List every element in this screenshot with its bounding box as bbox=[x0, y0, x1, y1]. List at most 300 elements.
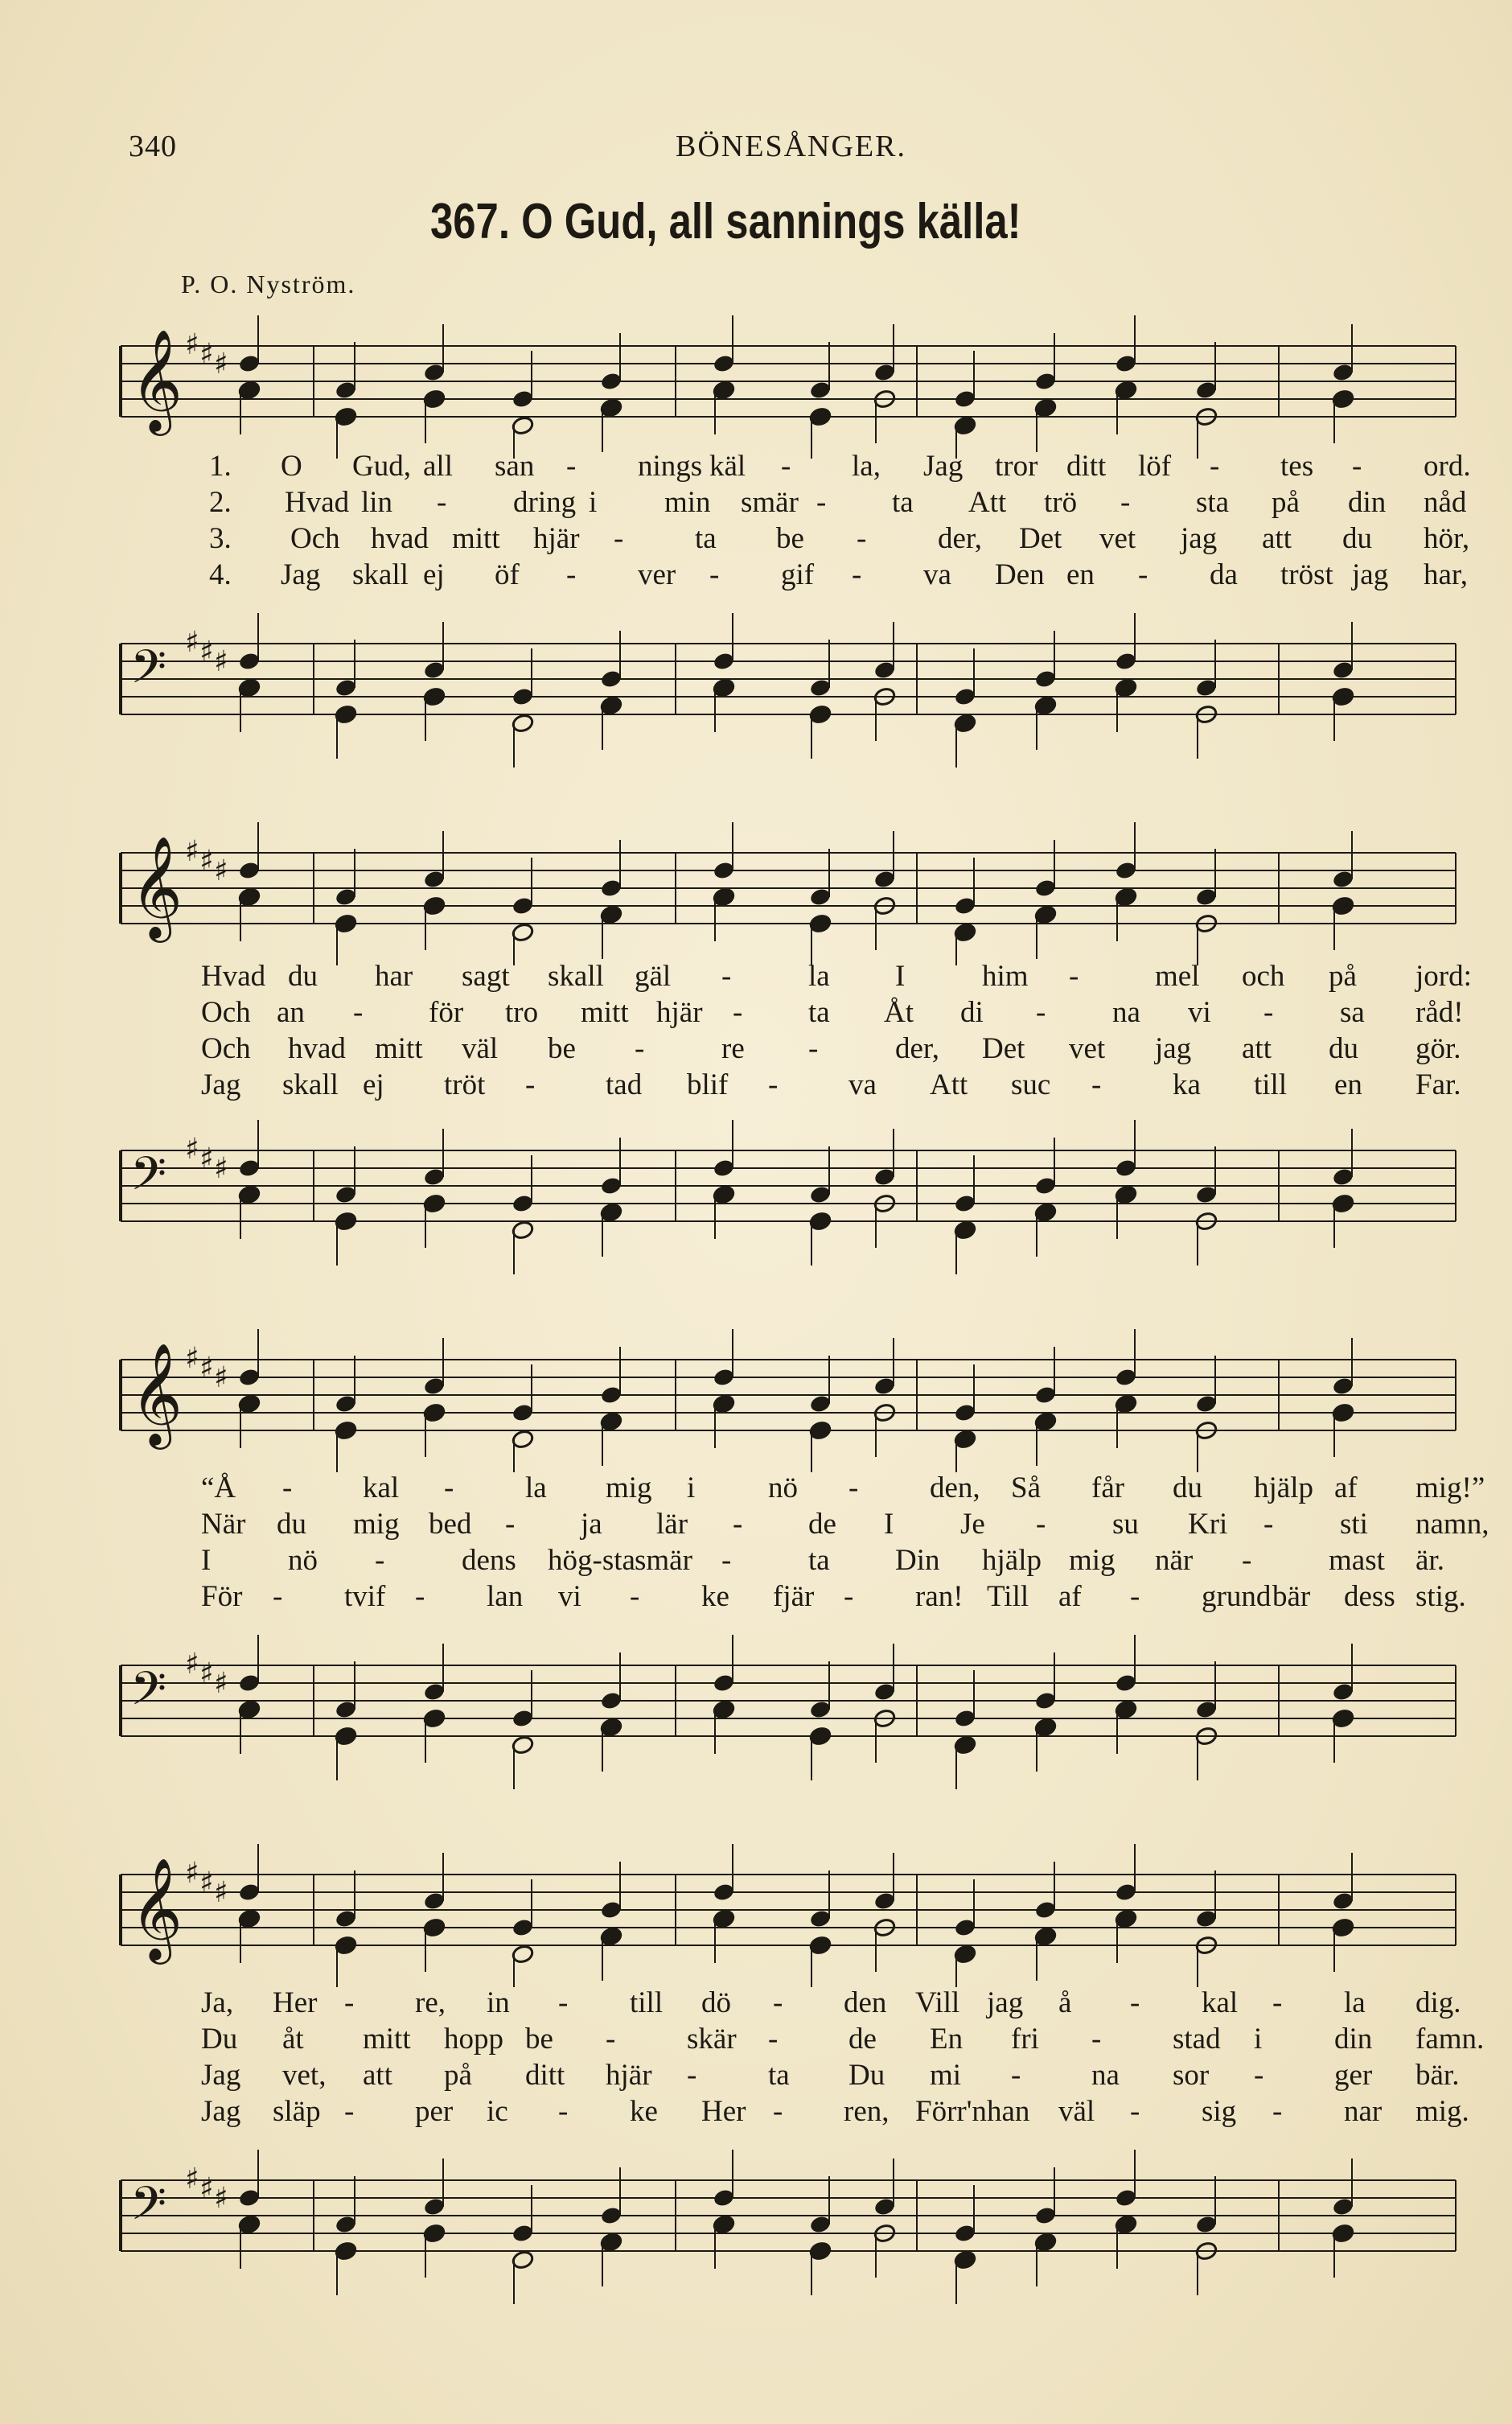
lyric-syllable: 2. bbox=[209, 486, 232, 519]
lyric-syllable: - bbox=[606, 2023, 616, 2056]
lyric-syllable: - bbox=[375, 1544, 385, 1577]
verse-line bbox=[113, 1986, 1464, 2021]
lyric-syllable: famn. bbox=[1415, 2023, 1485, 2056]
lyric-syllable: gör. bbox=[1415, 1032, 1461, 1065]
lyric-syllable: - bbox=[415, 1580, 425, 1613]
lyric-syllable: tvif bbox=[344, 1580, 386, 1613]
lyric-syllable: - bbox=[344, 1986, 355, 2019]
lyric-syllable: - bbox=[1263, 1508, 1274, 1541]
lyric-syllable: när bbox=[1155, 1544, 1194, 1577]
lyric-syllable: får bbox=[1091, 1471, 1125, 1504]
lyric-syllable: lan bbox=[487, 1580, 524, 1613]
lyric-syllable: Det bbox=[1019, 522, 1062, 555]
lyric-syllable: - bbox=[773, 1986, 783, 2019]
verse-line bbox=[113, 1068, 1464, 1103]
lyric-syllable: sagt bbox=[462, 960, 510, 993]
lyric-syllable: ic bbox=[487, 2095, 508, 2128]
sharp-icon: ♯ bbox=[185, 835, 199, 868]
lyric-syllable: 1. bbox=[209, 450, 232, 483]
lyric-syllable: Hvad bbox=[201, 960, 266, 993]
lyric-syllable: Den bbox=[995, 558, 1045, 591]
lyric-syllable: mitt bbox=[375, 1032, 423, 1065]
lyric-syllable: vi bbox=[558, 1580, 581, 1613]
lyric-syllable: mitt bbox=[581, 996, 629, 1029]
lyric-syllable: hopp bbox=[444, 2023, 503, 2056]
sharp-icon: ♯ bbox=[199, 338, 214, 371]
lyric-syllable: mig. bbox=[1415, 2095, 1469, 2128]
music-system-1 bbox=[113, 314, 1471, 780]
lyric-syllable: - bbox=[566, 558, 577, 591]
lyric-syllable: och bbox=[1242, 960, 1285, 993]
lyric-syllable: vet, bbox=[282, 2059, 327, 2092]
lyric-syllable: - bbox=[1138, 558, 1148, 591]
lyric-syllable: I bbox=[201, 1544, 212, 1577]
sharp-icon: ♯ bbox=[185, 1342, 199, 1375]
lyric-syllable: - bbox=[1130, 2095, 1140, 2128]
lyric-syllable: - bbox=[1130, 1986, 1140, 2019]
lyric-syllable: skall bbox=[282, 1068, 339, 1101]
lyric-syllable: - bbox=[1011, 2059, 1021, 2092]
lyric-syllable: - bbox=[857, 522, 867, 555]
lyric-syllable: kal bbox=[363, 1471, 400, 1504]
lyric-syllable: - bbox=[1254, 2059, 1264, 2092]
lyric-syllable: “Å bbox=[201, 1471, 236, 1504]
lyric-syllable: - bbox=[558, 1986, 569, 2019]
lyric-syllable: dens bbox=[462, 1544, 516, 1577]
sharp-icon: ♯ bbox=[199, 845, 214, 878]
lyric-syllable: be bbox=[525, 2023, 553, 2056]
lyric-syllable: Att bbox=[968, 486, 1007, 519]
verse-line bbox=[113, 995, 1464, 1031]
lyric-syllable: - bbox=[852, 558, 862, 591]
lyric-syllable: - bbox=[525, 1068, 536, 1101]
lyric-syllable: Ja, bbox=[201, 1986, 234, 2019]
lyric-syllable: du bbox=[277, 1508, 306, 1541]
treble-clef-icon: 𝄞 bbox=[130, 835, 183, 938]
verse-line bbox=[113, 959, 1472, 994]
lyric-syllable: tröt bbox=[444, 1068, 486, 1101]
lyric-syllable: bed bbox=[429, 1508, 472, 1541]
sharp-icon: ♯ bbox=[214, 854, 228, 887]
lyric-syllable: hjär bbox=[533, 522, 580, 555]
lyric-syllable: ditt bbox=[525, 2059, 565, 2092]
lyric-syllable: - bbox=[635, 1032, 645, 1065]
lyric-syllable: nåd bbox=[1424, 486, 1467, 519]
lyric-syllable: O bbox=[281, 450, 302, 483]
lyric-syllable: mig!” bbox=[1415, 1471, 1485, 1504]
lyric-syllable: - bbox=[721, 960, 732, 993]
lyric-syllable: la bbox=[525, 1471, 547, 1504]
lyric-syllable: all bbox=[423, 450, 453, 483]
lyric-syllable: de bbox=[848, 2023, 877, 2056]
lyric-syllable: - bbox=[733, 1508, 743, 1541]
lyric-syllable: na bbox=[1112, 996, 1140, 1029]
lyric-syllable: Her bbox=[701, 2095, 746, 2128]
lyric-syllable: ja bbox=[581, 1508, 602, 1541]
lyric-syllable: - bbox=[630, 1580, 640, 1613]
verse-line bbox=[113, 1579, 1464, 1615]
lyric-syllable: jag bbox=[1352, 558, 1389, 591]
lyric-syllable: Din bbox=[895, 1544, 940, 1577]
treble-clef-icon: 𝄞 bbox=[130, 1857, 183, 1960]
lyric-syllable: till bbox=[1254, 1068, 1288, 1101]
lyric-syllable: - bbox=[282, 1471, 293, 1504]
lyric-syllable: Till bbox=[987, 1580, 1029, 1613]
lyric-syllable: smär bbox=[741, 486, 799, 519]
lyric-syllable: - bbox=[808, 1032, 819, 1065]
lyric-syllable: Åt bbox=[884, 996, 914, 1029]
lyric-syllable: Gud, bbox=[352, 450, 411, 483]
lyric-syllable: va bbox=[923, 558, 951, 591]
bass-clef-icon: 𝄢 bbox=[130, 1661, 167, 1727]
lyric-syllable: hög-sta bbox=[548, 1544, 635, 1577]
lyric-syllable: gäl bbox=[635, 960, 672, 993]
lyric-syllable: sa bbox=[1340, 996, 1365, 1029]
lyric-syllable: dö bbox=[701, 1986, 731, 2019]
lyric-syllable: - bbox=[444, 1471, 454, 1504]
lyric-syllable: tror bbox=[995, 450, 1038, 483]
running-head: BÖNESÅNGER. bbox=[676, 130, 906, 163]
lyric-syllable: ord. bbox=[1424, 450, 1471, 483]
lyric-syllable: råd! bbox=[1415, 996, 1464, 1029]
verse-line bbox=[113, 2022, 1485, 2057]
lyric-syllable: Du bbox=[201, 2023, 238, 2056]
sharp-icon: ♯ bbox=[214, 1152, 228, 1185]
lyric-syllable: Och bbox=[290, 522, 340, 555]
lyric-syllable: för bbox=[429, 996, 464, 1029]
lyric-syllable: på bbox=[1272, 486, 1300, 519]
lyric-syllable: ger bbox=[1334, 2059, 1373, 2092]
lyric-syllable: - bbox=[816, 486, 827, 519]
lyric-syllable: der, bbox=[895, 1032, 940, 1065]
lyric-syllable: ren, bbox=[844, 2095, 890, 2128]
music-system-3 bbox=[113, 1327, 1489, 1794]
lyric-syllable: ej bbox=[423, 558, 445, 591]
lyric-syllable: mitt bbox=[452, 522, 500, 555]
lyric-syllable: la, bbox=[852, 450, 881, 483]
lyric-syllable: - bbox=[1036, 996, 1046, 1029]
sharp-icon: ♯ bbox=[214, 2182, 228, 2215]
lyric-syllable: dess bbox=[1344, 1580, 1395, 1613]
lyric-syllable: - bbox=[1272, 2095, 1283, 2128]
treble-staff bbox=[113, 1327, 1464, 1472]
lyric-syllable: - bbox=[721, 1544, 732, 1577]
lyric-syllable: på bbox=[1329, 960, 1357, 993]
lyric-syllable: sta bbox=[1196, 486, 1230, 519]
lyric-syllable: i bbox=[687, 1471, 696, 1504]
lyric-syllable: din bbox=[1334, 2023, 1373, 2056]
lyric-syllable: hjär bbox=[606, 2059, 652, 2092]
lyric-syllable: väl bbox=[1058, 2095, 1095, 2128]
lyric-syllable: tro bbox=[505, 996, 539, 1029]
lyric-syllable: har, bbox=[1424, 558, 1469, 591]
lyric-syllable: mitt bbox=[363, 2023, 411, 2056]
lyric-syllable: ej bbox=[363, 1068, 384, 1101]
lyric-syllable: hvad bbox=[288, 1032, 346, 1065]
treble-clef-icon: 𝄞 bbox=[130, 328, 183, 431]
lyric-syllable: jag bbox=[1181, 522, 1218, 555]
lyric-syllable: - bbox=[687, 2059, 697, 2092]
lyric-syllable: Jag bbox=[201, 1068, 241, 1101]
lyric-syllable: att bbox=[363, 2059, 392, 2092]
lyric-syllable: - bbox=[566, 450, 577, 483]
lyric-syllable: him bbox=[982, 960, 1029, 993]
lyric-syllable: å bbox=[1058, 1986, 1072, 2019]
lyric-syllable: ta bbox=[892, 486, 914, 519]
lyric-syllable: sti bbox=[1340, 1508, 1368, 1541]
lyric-syllable: jag bbox=[987, 1986, 1024, 2019]
lyric-syllable: du bbox=[1342, 522, 1372, 555]
lyric-syllable: Så bbox=[1011, 1471, 1041, 1504]
lyric-syllable: be bbox=[548, 1032, 576, 1065]
lyric-syllable: I bbox=[895, 960, 906, 993]
treble-staff bbox=[113, 314, 1464, 459]
lyric-syllable: na bbox=[1091, 2059, 1120, 2092]
lyric-syllable: ta bbox=[808, 1544, 830, 1577]
sharp-icon: ♯ bbox=[214, 1361, 228, 1394]
lyric-syllable: ran! bbox=[915, 1580, 963, 1613]
lyric-syllable: han bbox=[987, 2095, 1030, 2128]
lyric-syllable: mel bbox=[1155, 960, 1200, 993]
sharp-icon: ♯ bbox=[214, 1667, 228, 1700]
verse-line bbox=[113, 449, 1471, 484]
lyric-syllable: va bbox=[848, 1068, 877, 1101]
lyric-syllable: sig bbox=[1202, 2095, 1237, 2128]
sharp-icon: ♯ bbox=[199, 1866, 214, 1899]
lyric-syllable: tes bbox=[1280, 450, 1314, 483]
lyric-syllable: fjär bbox=[773, 1580, 815, 1613]
lyric-syllable: vi bbox=[1188, 996, 1211, 1029]
lyric-syllable: den bbox=[844, 1986, 887, 2019]
lyric-syllable: sor bbox=[1173, 2059, 1210, 2092]
lyric-syllable: du bbox=[1173, 1471, 1202, 1504]
lyric-syllable: san bbox=[495, 450, 535, 483]
sharp-icon: ♯ bbox=[214, 348, 228, 381]
lyric-syllable: En bbox=[930, 2023, 963, 2056]
lyric-syllable: tröst bbox=[1280, 558, 1333, 591]
lyric-syllable: - bbox=[344, 2095, 355, 2128]
lyric-syllable: skär bbox=[687, 2023, 737, 2056]
lyric-syllable: skall bbox=[352, 558, 409, 591]
sharp-icon: ♯ bbox=[214, 645, 228, 678]
lyric-syllable: suc bbox=[1011, 1068, 1051, 1101]
lyric-syllable: blif bbox=[687, 1068, 729, 1101]
lyric-syllable: mast bbox=[1329, 1544, 1385, 1577]
lyric-syllable: gif bbox=[781, 558, 815, 591]
lyric-syllable: kal bbox=[1202, 1986, 1239, 2019]
lyric-syllable: i bbox=[589, 486, 598, 519]
sharp-icon: ♯ bbox=[185, 1648, 199, 1681]
lyric-syllable: i bbox=[1254, 2023, 1263, 2056]
lyric-syllable: namn, bbox=[1415, 1508, 1489, 1541]
page-number: 340 bbox=[129, 130, 177, 163]
lyric-syllable: bär. bbox=[1415, 2059, 1460, 2092]
lyric-syllable: mig bbox=[353, 1508, 400, 1541]
composer-credit: P. O. Nyström. bbox=[181, 270, 356, 298]
sharp-icon: ♯ bbox=[214, 1876, 228, 1909]
lyric-syllable: re bbox=[721, 1032, 745, 1065]
lyric-syllable: Far. bbox=[1415, 1068, 1461, 1101]
lyric-syllable: Kri bbox=[1188, 1508, 1228, 1541]
lyric-syllable: - bbox=[273, 1580, 283, 1613]
verse-line bbox=[113, 1031, 1464, 1067]
lyric-syllable: till bbox=[630, 1986, 664, 2019]
lyric-syllable: nö bbox=[768, 1471, 798, 1504]
lyric-syllable: Je bbox=[960, 1508, 985, 1541]
bass-clef-icon: 𝄢 bbox=[130, 1146, 167, 1212]
verse-line bbox=[113, 1543, 1464, 1578]
lyric-syllable: tad bbox=[606, 1068, 643, 1101]
lyric-syllable: på bbox=[444, 2059, 472, 2092]
bass-staff bbox=[113, 603, 1464, 780]
verse-line bbox=[113, 485, 1467, 521]
lyric-syllable: per bbox=[415, 2095, 454, 2128]
lyric-syllable: - bbox=[1272, 1986, 1283, 2019]
lyric-syllable: ver bbox=[638, 558, 676, 591]
lyric-syllable: - bbox=[781, 450, 791, 483]
lyric-syllable: Att bbox=[930, 1068, 968, 1101]
verse-line bbox=[113, 521, 1470, 557]
lyric-syllable: - bbox=[844, 1580, 854, 1613]
lyric-syllable: vet bbox=[1099, 522, 1136, 555]
lyric-syllable: öf bbox=[495, 558, 520, 591]
lyric-syllable: väl bbox=[462, 1032, 499, 1065]
treble-staff bbox=[113, 1842, 1464, 1987]
music-system-4 bbox=[113, 1842, 1485, 2325]
hymn-title: 367. O Gud, all sannings källa! bbox=[430, 194, 1021, 249]
lyric-syllable: be bbox=[776, 522, 804, 555]
sharp-icon: ♯ bbox=[199, 1352, 214, 1385]
lyric-syllable: När bbox=[201, 1508, 246, 1541]
lyric-syllable: hör, bbox=[1424, 522, 1470, 555]
verse-line bbox=[113, 2094, 1469, 2130]
lyric-syllable: stad bbox=[1173, 2023, 1221, 2056]
lyric-syllable: min bbox=[664, 486, 711, 519]
lyric-syllable: - bbox=[1130, 1580, 1140, 1613]
lyric-syllable: hjälp bbox=[982, 1544, 1042, 1577]
lyric-syllable: su bbox=[1112, 1508, 1139, 1541]
page-header bbox=[129, 129, 1432, 169]
lyric-syllable: nings bbox=[638, 450, 703, 483]
lyric-syllable: mig bbox=[606, 1471, 652, 1504]
lyric-syllable: Jag bbox=[923, 450, 963, 483]
lyric-syllable: la bbox=[1344, 1986, 1366, 2019]
treble-staff bbox=[113, 821, 1464, 965]
lyric-syllable: hjär bbox=[656, 996, 703, 1029]
lyric-syllable: - bbox=[353, 996, 364, 1029]
lyric-syllable: lär bbox=[656, 1508, 688, 1541]
lyric-syllable: da bbox=[1210, 558, 1238, 591]
lyric-syllable: - bbox=[1263, 996, 1274, 1029]
lyric-syllable: din bbox=[1348, 486, 1387, 519]
music-system-2 bbox=[113, 821, 1472, 1287]
lyric-syllable: - bbox=[1091, 2023, 1102, 2056]
lyric-syllable: Och bbox=[201, 996, 251, 1029]
lyric-syllable: - bbox=[773, 2095, 783, 2128]
lyric-syllable: att bbox=[1262, 522, 1292, 555]
lyric-syllable: trö bbox=[1044, 486, 1078, 519]
lyric-syllable: nar bbox=[1344, 2095, 1383, 2128]
lyric-syllable: in bbox=[487, 1986, 510, 2019]
lyric-syllable: af bbox=[1334, 1471, 1358, 1504]
sharp-icon: ♯ bbox=[199, 1142, 214, 1175]
lyric-syllable: la bbox=[808, 960, 830, 993]
lyric-syllable: - bbox=[505, 1508, 516, 1541]
lyric-syllable: dring bbox=[513, 486, 577, 519]
sharp-icon: ♯ bbox=[185, 2163, 199, 2196]
lyric-syllable: grund bbox=[1202, 1580, 1272, 1613]
bass-staff bbox=[113, 1625, 1464, 1802]
verse-line bbox=[113, 558, 1469, 593]
lyric-syllable: I bbox=[884, 1508, 894, 1541]
lyric-syllable: - bbox=[558, 2095, 569, 2128]
lyric-syllable: du bbox=[1329, 1032, 1358, 1065]
lyric-syllable: Jag bbox=[201, 2095, 241, 2128]
lyric-syllable: en bbox=[1066, 558, 1095, 591]
lyric-syllable: den, bbox=[930, 1471, 980, 1504]
verse-line bbox=[113, 1471, 1485, 1506]
lyric-syllable: fri bbox=[1011, 2023, 1039, 2056]
lyric-syllable: löf bbox=[1138, 450, 1172, 483]
lyric-syllable: der, bbox=[938, 522, 983, 555]
lyric-syllable: an bbox=[277, 996, 305, 1029]
lyric-syllable: ka bbox=[1173, 1068, 1201, 1101]
lyric-syllable: ke bbox=[630, 2095, 658, 2128]
bass-clef-icon: 𝄢 bbox=[130, 640, 167, 706]
lyric-syllable: är. bbox=[1415, 1544, 1444, 1577]
lyric-syllable: - bbox=[1210, 450, 1220, 483]
lyric-syllable: af bbox=[1058, 1580, 1082, 1613]
lyric-syllable: Du bbox=[848, 2059, 885, 2092]
lyric-syllable: de bbox=[808, 1508, 836, 1541]
lyric-syllable: en bbox=[1334, 1068, 1362, 1101]
lyric-syllable: mig bbox=[1069, 1544, 1116, 1577]
lyric-syllable: stig. bbox=[1415, 1580, 1466, 1613]
lyric-syllable: Her bbox=[273, 1986, 318, 2019]
lyric-syllable: hvad bbox=[371, 522, 429, 555]
sharp-icon: ♯ bbox=[199, 1657, 214, 1690]
sharp-icon: ♯ bbox=[185, 626, 199, 659]
lyric-syllable: dig. bbox=[1415, 1986, 1461, 2019]
lyric-syllable: har bbox=[375, 960, 413, 993]
sharp-icon: ♯ bbox=[199, 2172, 214, 2205]
verse-line bbox=[113, 2058, 1464, 2093]
lyric-syllable: jag bbox=[1155, 1032, 1192, 1065]
lyric-syllable: Jag bbox=[201, 2059, 241, 2092]
lyric-syllable: ke bbox=[701, 1580, 729, 1613]
treble-clef-icon: 𝄞 bbox=[130, 1342, 183, 1445]
lyric-syllable: - bbox=[848, 1471, 859, 1504]
lyric-syllable: lin bbox=[361, 486, 393, 519]
lyric-syllable: - bbox=[1120, 486, 1131, 519]
lyric-syllable: vet bbox=[1069, 1032, 1106, 1065]
verse-line bbox=[113, 1507, 1489, 1542]
lyric-syllable: jord: bbox=[1415, 960, 1472, 993]
lyric-syllable: nö bbox=[288, 1544, 318, 1577]
lyric-syllable: Jag bbox=[281, 558, 321, 591]
lyric-syllable: mi bbox=[930, 2059, 962, 2092]
lyric-syllable: hjälp bbox=[1254, 1471, 1313, 1504]
lyric-syllable: - bbox=[768, 2023, 779, 2056]
lyric-syllable: - bbox=[1352, 450, 1362, 483]
lyric-syllable: ditt bbox=[1066, 450, 1107, 483]
lyric-syllable: Förr'n bbox=[915, 2095, 987, 2128]
lyric-syllable: Hvad bbox=[285, 486, 350, 519]
lyric-syllable: - bbox=[768, 1068, 779, 1101]
lyric-syllable: Det bbox=[982, 1032, 1025, 1065]
bass-staff bbox=[113, 1110, 1464, 1287]
sharp-icon: ♯ bbox=[199, 636, 214, 669]
